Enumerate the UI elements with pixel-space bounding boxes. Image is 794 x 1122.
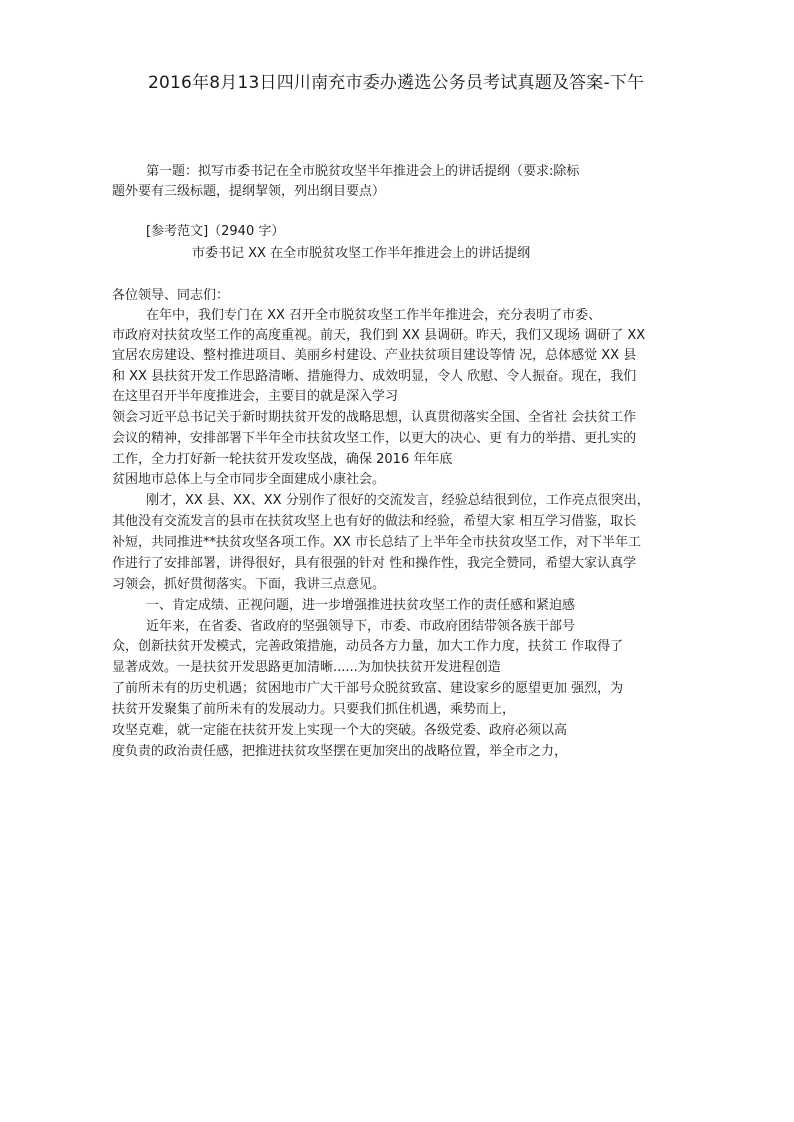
body-line: 作进行了安排部署，讲得很好，具有很强的针对 性和操作性，我完全赞同，希望大家认真学	[112, 556, 637, 571]
reference-label: [参考范文]（2940 字）	[146, 224, 285, 239]
body-line: 刚才，XX 县、XX、XX 分别作了很好的交流发言，经验总结很到位，工作亮点很突出，	[146, 493, 650, 508]
body-line: 显著成效。一是扶贫开发思路更加清晰......为加快扶贫开发进程创造	[112, 660, 501, 675]
body-line: 补短，共同推进**扶贫攻坚各项工作。XX 市长总结了上半年全市扶贫攻坚工作，对下半年工	[112, 535, 641, 550]
body-line: 扶贫开发聚集了前所未有的发展动力。只要我们抓住机遇，乘势而上，	[112, 702, 516, 717]
document-title: 2016年8月13日四川南充市委办遴选公务员考试真题及答案-下午	[148, 73, 645, 93]
body-line: 会议的精神，安排部署下半年全市扶贫攻坚工作，以更大的决心、更 有力的举措、更扎实的	[112, 431, 637, 446]
body-line: 和 XX 县扶贫开发工作思路清晰、措施得力、成效明显，令人 欣慰、令人振奋。现在，我们	[112, 369, 637, 384]
body-line: 在年中，我们专门在 XX 召开全市脱贫攻坚工作半年推进会，充分表明了市委、	[146, 308, 602, 323]
speech-title: 市委书记 XX 在全市脱贫攻坚工作半年推进会上的讲话提纲	[192, 246, 531, 261]
body-line: 其他没有交流发言的县市在扶贫攻坚上也有好的做法和经验，希望大家 相互学习借鉴，取长	[112, 514, 637, 529]
section-heading-1: 一、肯定成绩、正视问题，进一步增强推进扶贫攻坚工作的责任感和紧迫感	[146, 598, 576, 613]
question-line-2: 题外要有三级标题，提纲挈领，列出纲目要点）	[112, 184, 386, 199]
body-line: 攻坚克难，就一定能在扶贫开发上实现一个大的突破。各级党委、政府必须以高	[112, 723, 568, 738]
body-line: 在这里召开半年度推进会，主要目的就是深入学习	[112, 389, 399, 404]
body-line: 工作，全力打好新一轮扶贫开发攻坚战，确保 2016 年年底	[112, 452, 453, 467]
question-line-1: 第一题：拟写市委书记在全市脱贫攻坚半年推进会上的讲话提纲（要求:除标	[146, 164, 580, 179]
body-line: 众，创新扶贫开发模式，完善政策措施，动员各方力量，加大工作力度，扶贫工 作取得了	[112, 639, 624, 654]
body-line: 习领会，抓好贯彻落实。下面，我讲三点意见。	[112, 577, 386, 592]
body-line: 领会习近平总书记关于新时期扶贫开发的战略思想，认真贯彻落实全国、全省社 会扶贫工作	[112, 410, 637, 425]
body-line: 近年来，在省委、省政府的坚强领导下，市委、市政府团结带领各族干部号	[146, 619, 576, 634]
body-line: 市政府对扶贫攻坚工作的高度重视。前天，我们到 XX 县调研。昨天，我们又现场 调研了 XX	[112, 328, 646, 343]
body-line: 了前所未有的历史机遇；贫困地市广大干部号众脱贫致富、建设家乡的愿望更加 强烈，为	[112, 681, 624, 696]
body-line: 贫困地市总体上与全市同步全面建成小康社会。	[112, 472, 386, 487]
body-line: 宜居农房建设、整村推进项目、美丽乡村建设、产业扶贫项目建设等情 况，总体感觉 XX 县	[112, 348, 637, 363]
body-line: 度负责的政治责任感，把推进扶贫攻坚摆在更加突出的战略位置，举全市之力，	[112, 744, 568, 759]
salutation: 各位领导、同志们：	[112, 288, 230, 303]
